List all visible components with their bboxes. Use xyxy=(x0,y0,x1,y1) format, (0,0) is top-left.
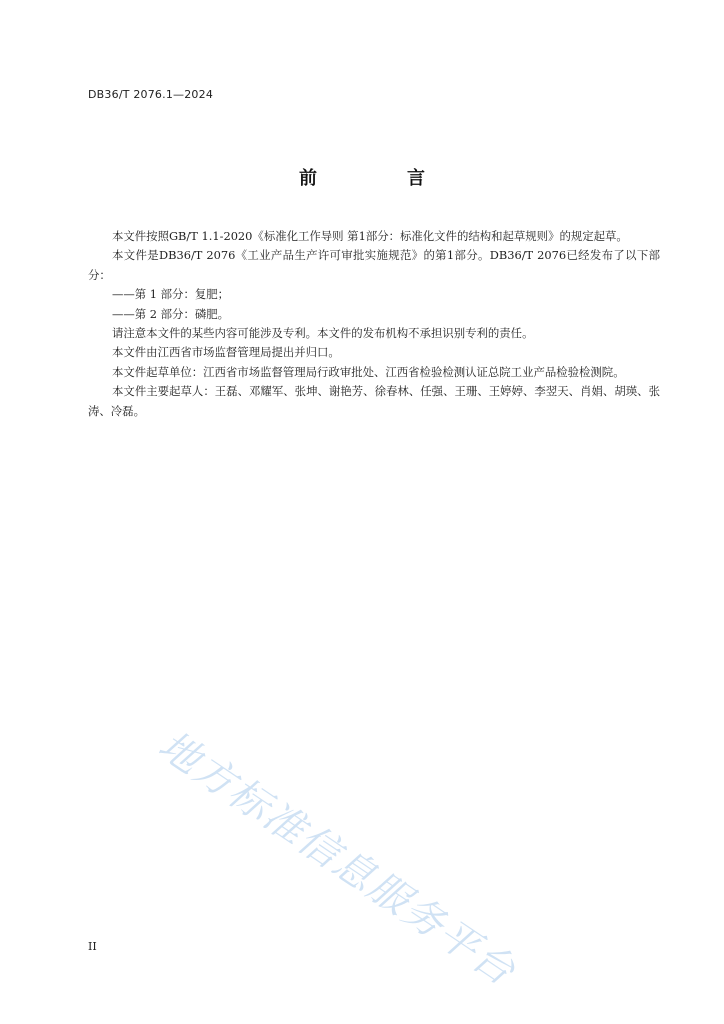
list-item-part-1: ——第 1 部分：复肥； xyxy=(112,287,230,302)
document-body xyxy=(88,227,660,421)
paragraph-drafting-rules: 本文件按照GB/T 1.1-2020《标准化工作导则 第1部分：标准化文件的结构和起草规则》的规定起草。 xyxy=(112,229,628,243)
paragraph-drafting-units: 本文件起草单位：江西省市场监督管理局行政审批处、江西省检验检测认证总院工业产品检验检测院。 xyxy=(112,364,625,379)
paragraph-patent-notice: 请注意本文件的某些内容可能涉及专利。本文件的发布机构不承担识别专利的责任。 xyxy=(112,326,534,341)
paragraph-series-parts: 本文件是DB36/T 2076《工业产品生产许可审批实施规范》的第1部分。DB36/T 2076已经发布了以下部分： xyxy=(88,248,660,282)
list-item-part-2: ——第 2 部分：磷肥。 xyxy=(112,306,230,321)
standard-code: DB36/T 2076.1—2024 xyxy=(88,88,214,101)
page-title: 前 言 xyxy=(299,168,461,189)
paragraph-drafters: 本文件主要起草人：王磊、邓耀军、张坤、谢艳芳、徐春林、任强、王珊、王婷婷、李翌天、肖娟、胡瑛、张涛、冷磊。 xyxy=(88,384,660,418)
watermark: 地方标准信息服务平台 xyxy=(150,722,525,996)
page-number: II xyxy=(88,940,97,953)
paragraph-proposer: 本文件由江西省市场监督管理局提出并归口。 xyxy=(112,345,340,360)
